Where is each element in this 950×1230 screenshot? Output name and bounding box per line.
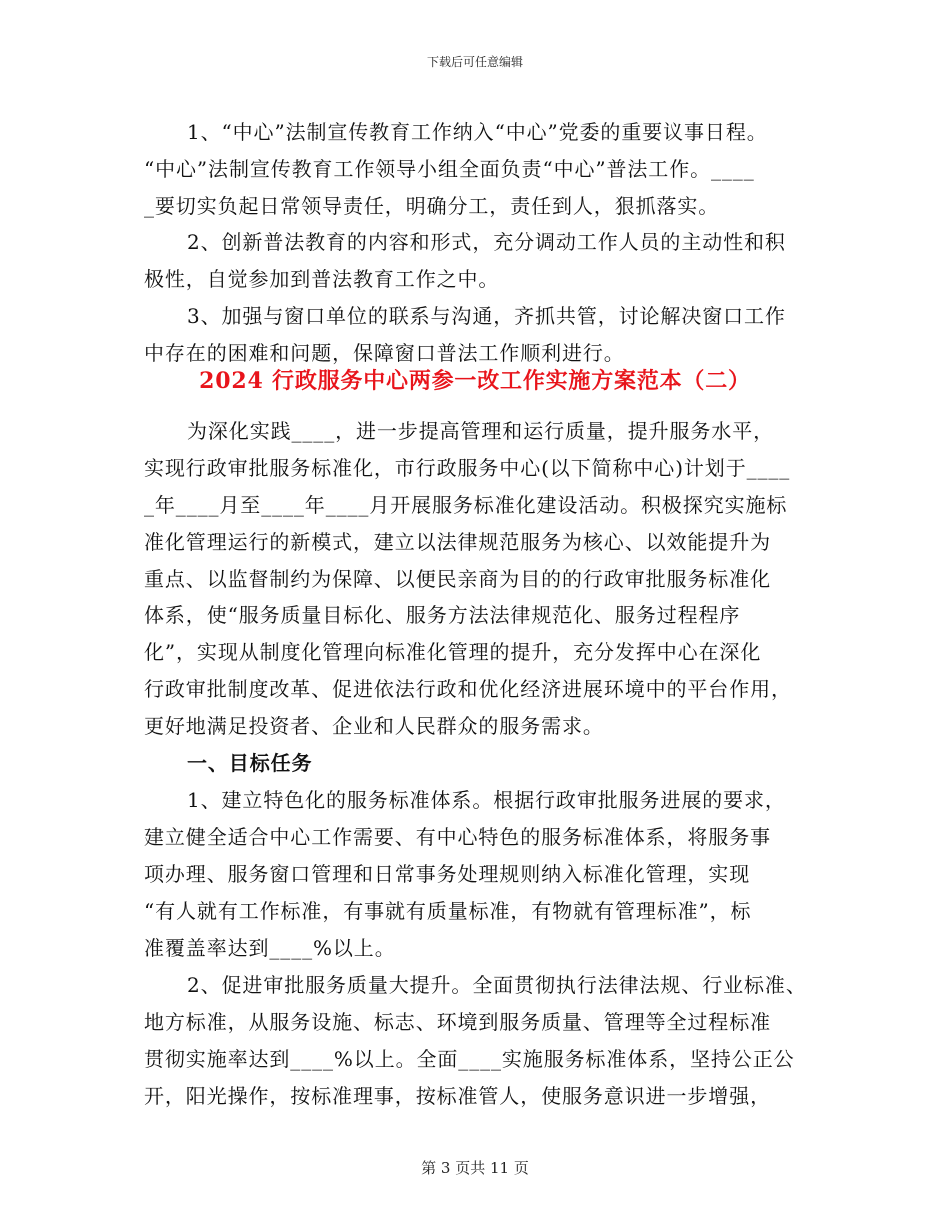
paragraph-line: “中心”法制宣传教育工作领导小组全面负责“中心”普法工作。____	[144, 157, 755, 181]
paragraph-line: 开，阳光操作，按标准理事，按标准管人，使服务意识进一步增强，	[144, 1084, 771, 1108]
paragraph-line: 为深化实践____，进一步提高管理和运行质量，提升服务水平，	[187, 419, 774, 443]
paragraph-line: 准覆盖率达到____%以上。	[144, 936, 396, 960]
paragraph-line: 行政审批制度改革、促进依法行政和优化经济进展环境中的平台作用，	[144, 677, 792, 701]
section-title: 2024 行政服务中心两参一改工作实施方案范本（二）	[199, 368, 751, 394]
paragraph-line: 化”，实现从制度化管理向标准化管理的提升，充分发挥中心在深化	[144, 640, 762, 664]
paragraph-line: 极性，自觉参加到普法教育工作之中。	[144, 267, 500, 291]
section-heading: 一、目标任务	[187, 751, 313, 775]
paragraph-line: 1、建立特色化的服务标准体系。根据行政审批服务进展的要求，	[187, 788, 786, 812]
paragraph-line: “有人就有工作标准，有事就有质量标准，有物就有管理标准”，标	[144, 899, 752, 923]
paragraph-line: 准化管理运行的新模式，建立以法律规范服务为核心、以效能提升为	[144, 530, 771, 554]
paragraph-line: 建立健全适合中心工作需要、有中心特色的服务标准体系，将服务事	[144, 825, 771, 849]
paragraph-line: 中存在的困难和问题，保障窗口普法工作顺利进行。	[144, 341, 625, 365]
paragraph-line: 地方标准，从服务设施、标志、环境到服务质量、管理等全过程标准	[144, 1010, 771, 1034]
paragraph-line: 重点、以监督制约为保障、以便民亲商为目的的行政审批服务标准化	[144, 567, 771, 591]
paragraph-line: 2、创新普法教育的内容和形式，充分调动工作人员的主动性和积	[187, 230, 786, 254]
paragraph-line: _年____月至____年____月开展服务标准化建设活动。积极探究实施标	[144, 493, 788, 517]
paragraph-line: 项办理、服务窗口管理和日常事务处理规则纳入标准化管理，实现	[144, 862, 751, 886]
paragraph-line: 更好地满足投资者、企业和人民群众的服务需求。	[144, 714, 604, 738]
paragraph-line: _要切实负起日常领导责任，明确分工，责任到人，狠抓落实。	[144, 194, 720, 218]
paragraph-line: 3、加强与窗口单位的联系与沟通，齐抓共管，讨论解决窗口工作	[187, 304, 786, 328]
paragraph-line: 贯彻实施率达到____%以上。全面____实施服务标准体系，坚持公正公	[144, 1047, 795, 1071]
page-header: 下载后可任意编辑	[426, 55, 523, 69]
page-footer: 第 3 页共 11 页	[421, 1159, 529, 1177]
paragraph-line: 2、促进审批服务质量大提升。全面贯彻执行法律法规、行业标准、	[187, 973, 807, 997]
paragraph-line: 1、“中心”法制宣传教育工作纳入“中心”党委的重要议事日程。	[187, 120, 768, 144]
paragraph-line: 体系，使“服务质量目标化、服务方法法律规范化、服务过程程序	[144, 603, 741, 627]
paragraph-line: 实现行政审批服务标准化，市行政服务中心(以下简称中心)计划于____	[144, 456, 791, 480]
